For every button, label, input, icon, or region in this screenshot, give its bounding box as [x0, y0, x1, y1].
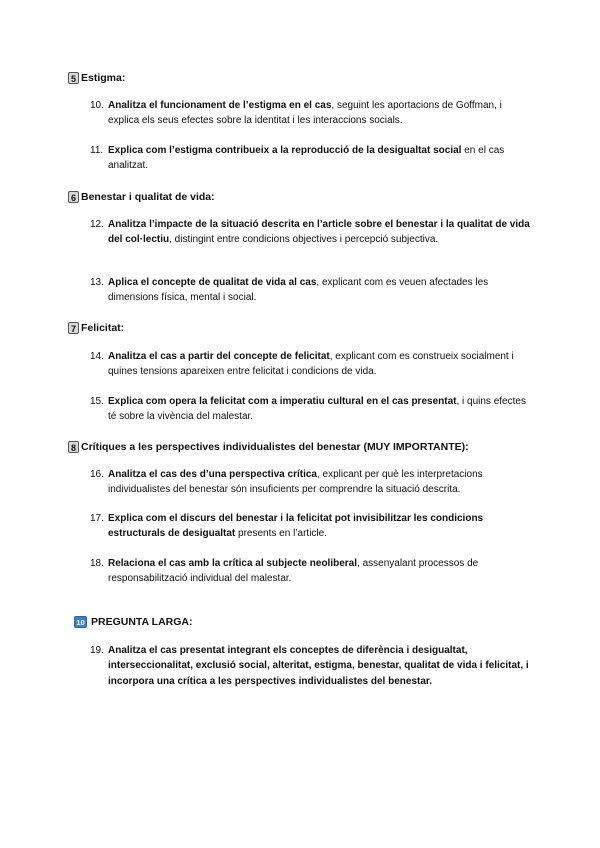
section-title: PREGUNTA LARGA: [91, 616, 193, 628]
keycap-number-icon: 5 [68, 72, 79, 84]
question-emphasis: Explica com opera la felicitat com a imperatiu cultural en el cas presentat [108, 396, 457, 407]
question-emphasis: Aplica el concepte de qualitat de vida al cas [108, 277, 317, 288]
keycap-number-icon: 7 [68, 322, 79, 334]
question-emphasis: Explica com l’estigma contribueix a la reproducció de la desigualtat social [108, 145, 462, 156]
question-text: , explicant per què les interpretacions individualistes del benestar són insuficients per comprendre la situació descrita. [108, 469, 483, 496]
question-number: 10. [90, 100, 104, 111]
question-number: 15. [90, 396, 104, 407]
question-number: 18. [90, 558, 104, 569]
keycap-number-icon: 8 [68, 441, 79, 453]
question-text: , explicant com es veuen afectades les dimensions física, mental i social. [108, 277, 489, 304]
question-number: 19. [90, 645, 104, 656]
section-title: Estigma: [81, 72, 126, 84]
section-heading-critiques [68, 441, 469, 453]
section-title: Crítiques a les perspectives individualistes del benestar (MUY IMPORTANTE): [81, 441, 469, 453]
question-item [90, 349, 530, 380]
question-number: 13. [90, 277, 104, 288]
question-item [90, 643, 530, 689]
section-heading-felicitat [68, 322, 124, 334]
question-emphasis: Analitza el cas presentat integrant els conceptes de diferència i desigualtat, interseccionalitat, exclusió social, alteritat, estigma, benestar, qualitat de vida i felicitat, i incorpora una crítica a les perspectives individualistes del benestar. [108, 645, 529, 687]
question-emphasis: Relaciona el cas amb la crítica al subjecte neoliberal [108, 558, 358, 569]
question-text: , i quins efectes té sobre la vivència del malestar. [108, 396, 526, 423]
question-text: en el cas analitzat. [108, 145, 505, 172]
question-item [90, 394, 530, 425]
question-number: 17. [90, 513, 104, 524]
question-emphasis: Analitza el cas a partir del concepte de felicitat [108, 351, 330, 362]
question-item [90, 217, 530, 248]
question-item [90, 467, 530, 498]
question-item [90, 556, 530, 587]
question-emphasis: Explica com el discurs del benestar i la felicitat pot invisibilitzar les condicions estructurals de desigualtat [108, 513, 484, 540]
question-emphasis: Analitza l’impacte de la situació descrita en l’article sobre el benestar i la qualitat de vida del col·lectiu [108, 219, 530, 246]
section-heading-estigma [68, 72, 125, 84]
section-title: Benestar i qualitat de vida: [81, 191, 215, 203]
question-text: , assenyalant processos de responsabilització individual del malestar. [108, 558, 479, 585]
question-emphasis: Analitza el funcionament de l’estigma en el cas [108, 100, 332, 111]
question-emphasis: Analitza el cas des d’una perspectiva crítica [108, 469, 317, 480]
question-item [90, 143, 530, 174]
question-text: presents en l’article. [235, 528, 327, 540]
question-item [90, 98, 530, 129]
question-item [90, 275, 530, 306]
question-item [90, 511, 530, 542]
question-number: 12. [90, 219, 104, 230]
keycap-ten-icon: 10 [74, 616, 87, 628]
question-number: 11. [90, 145, 104, 156]
section-title: Felicitat: [81, 322, 125, 334]
question-text: , seguint les aportacions de Goffman, i explica els seus efectes sobre la identitat i les interaccions socials. [108, 100, 502, 127]
question-number: 14. [90, 351, 104, 362]
keycap-number-icon: 6 [68, 191, 79, 203]
question-number: 16. [90, 469, 104, 480]
section-heading-benestar [68, 191, 215, 203]
section-heading-pregunta-larga [74, 616, 193, 628]
question-text: , distingint entre condicions objectives i percepció subjectiva. [169, 234, 439, 246]
question-text: , explicant com es construeix socialment i quines tensions apareixen entre felicitat i condicions de vida. [108, 351, 514, 378]
